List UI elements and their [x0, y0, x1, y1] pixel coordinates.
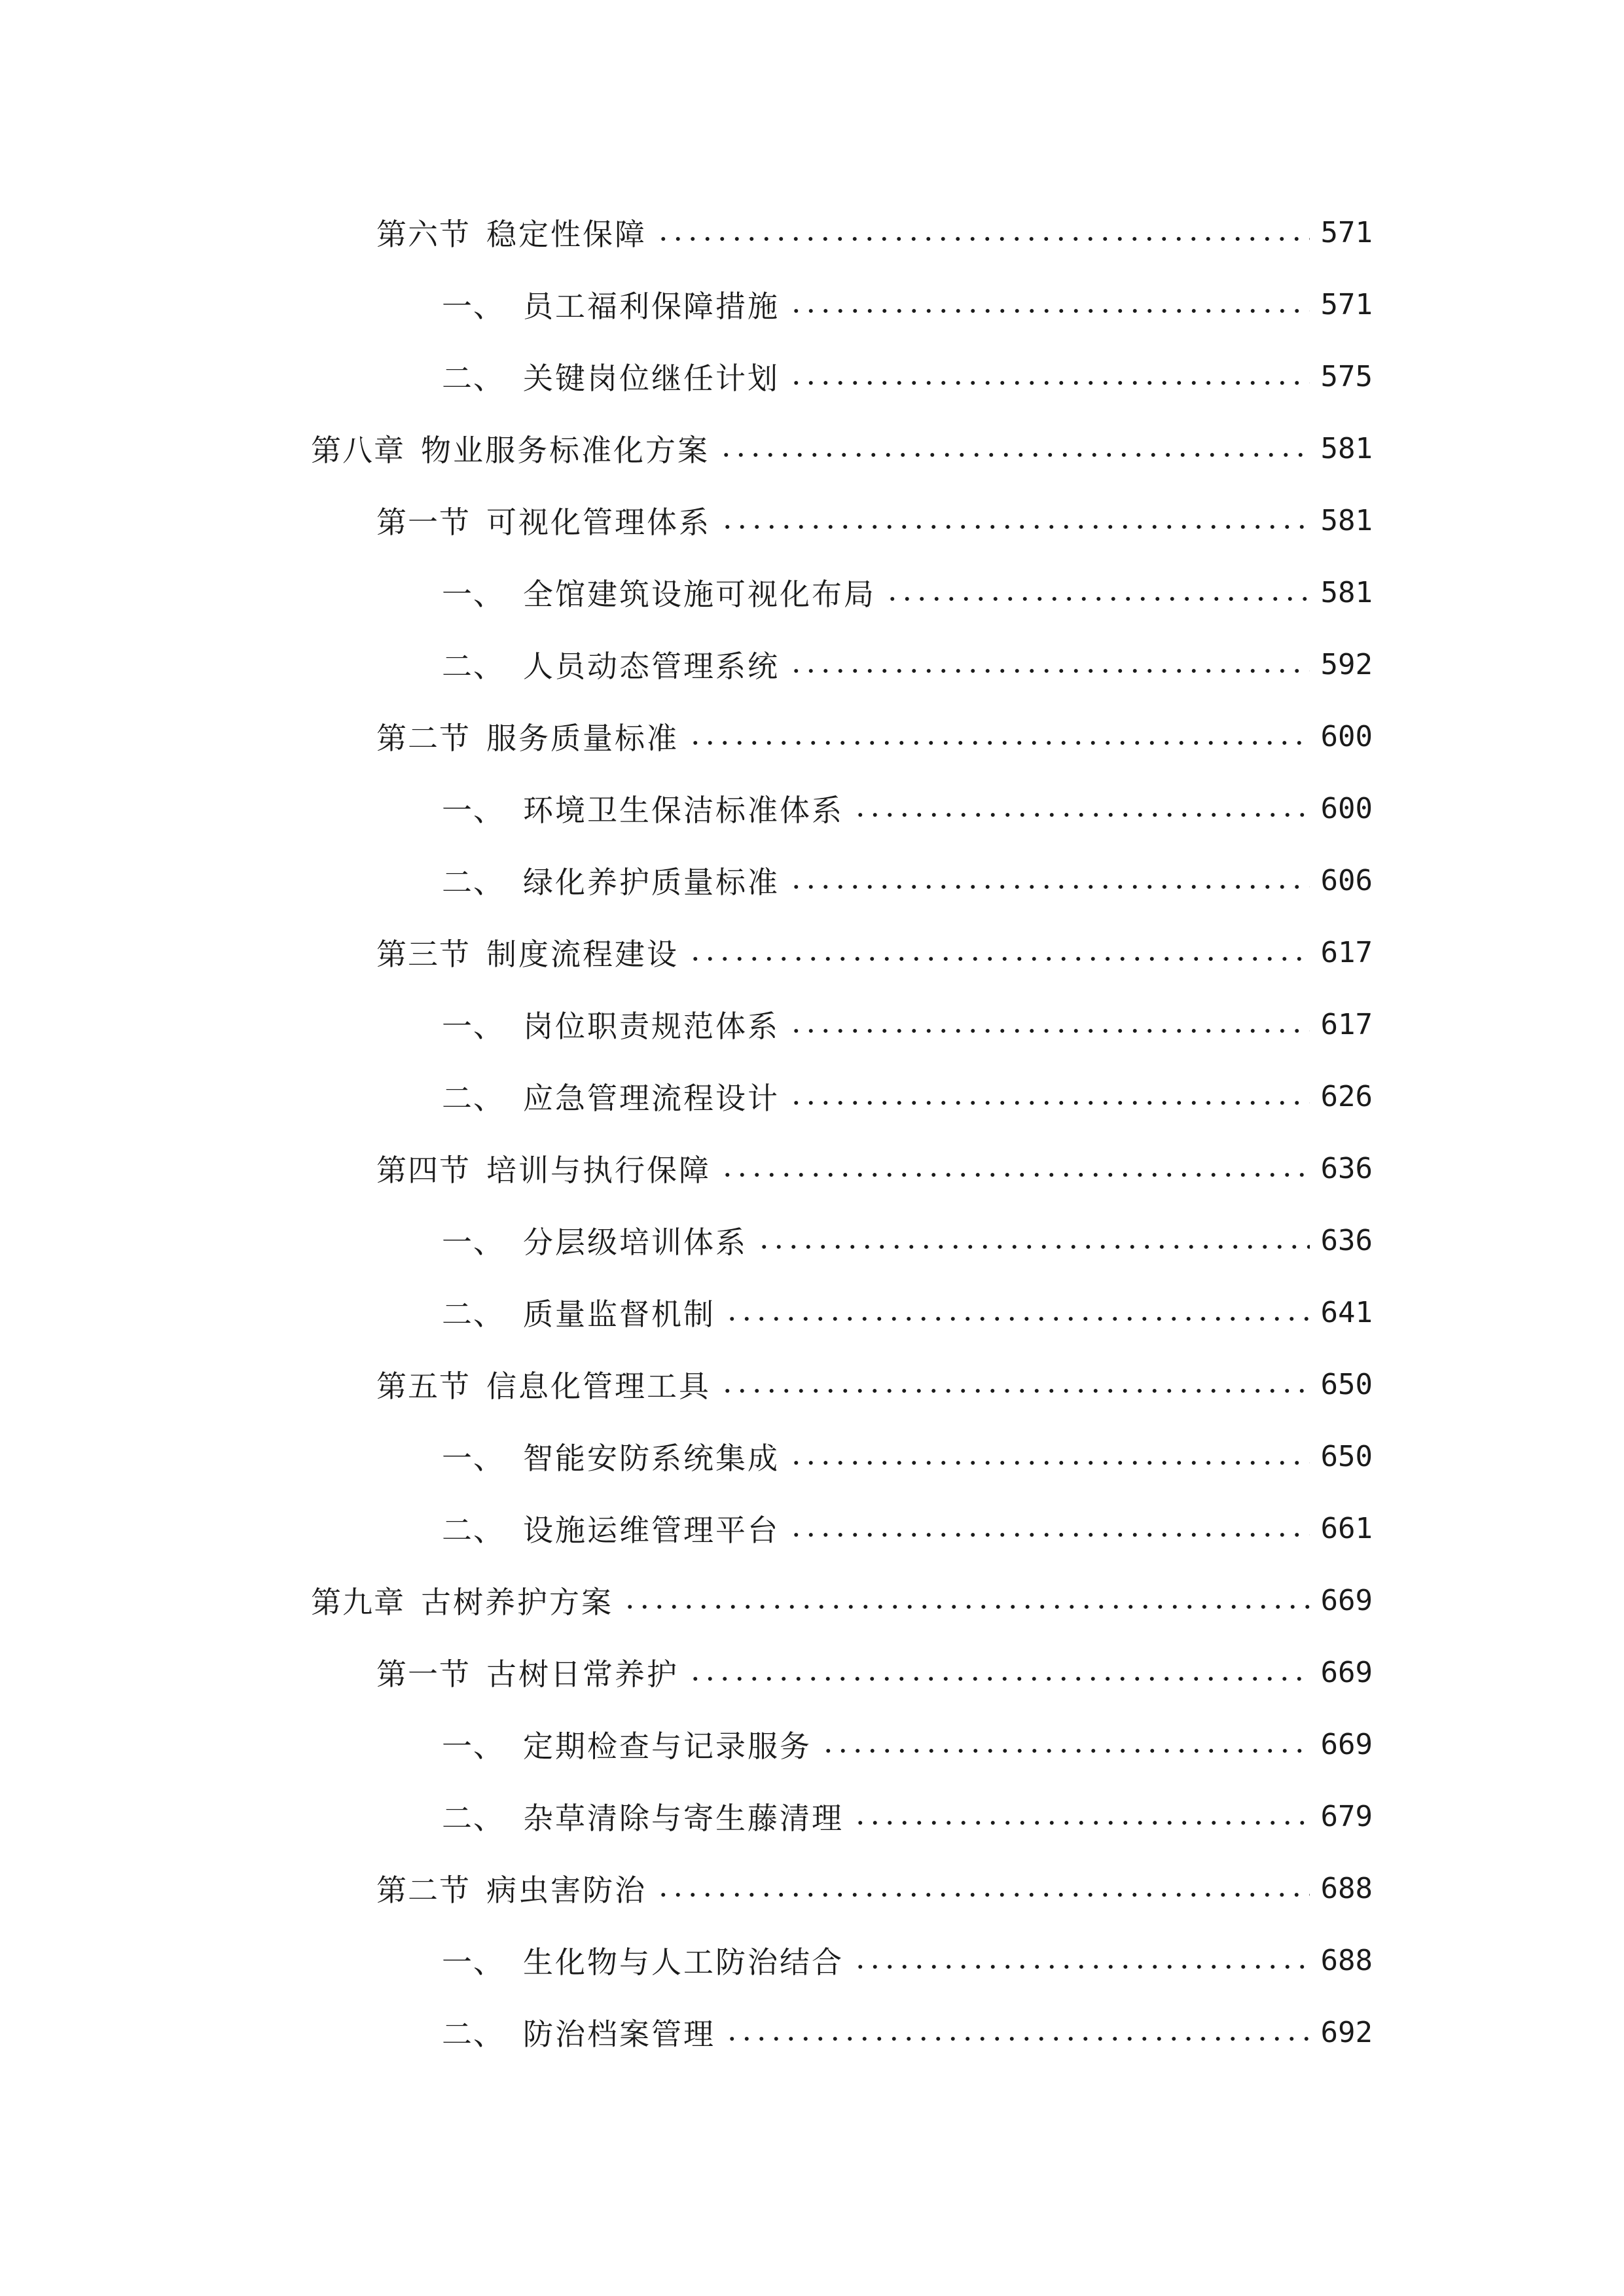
toc-entry-title: 智能安防系统集成 [523, 1441, 780, 1476]
toc-entry-title: 生化物与人工防治结合 [523, 1945, 844, 1980]
toc-entry-title: 环境卫生保洁标准体系 [523, 793, 844, 828]
toc-entry[interactable] [0, 1636, 1624, 1708]
toc-entry[interactable] [0, 844, 1624, 916]
toc-entry[interactable] [0, 1708, 1624, 1780]
toc-entry-page: 626 [1320, 1079, 1373, 1113]
toc-entry-title: 人员动态管理系统 [523, 649, 780, 684]
toc-entry[interactable] [0, 484, 1624, 556]
toc-entry-number: 第一节 [376, 505, 471, 540]
dot-leader [688, 944, 1310, 974]
toc-entry-page: 571 [1320, 287, 1373, 321]
toc-entry-page: 581 [1320, 503, 1373, 537]
toc-entry-title: 员工福利保障措施 [523, 289, 780, 324]
dot-leader [656, 224, 1310, 254]
toc-entry-title: 可视化管理体系 [486, 505, 711, 540]
toc-entry-title: 应急管理流程设计 [523, 1081, 780, 1116]
toc-entry-page: 650 [1320, 1439, 1373, 1473]
toc-entry-number: 第九章 [311, 1585, 405, 1620]
toc-entry-number: 一、 [442, 577, 505, 612]
toc-entry[interactable] [0, 1132, 1624, 1204]
toc-entry-title: 关键岗位继任计划 [523, 361, 780, 396]
toc-entry-number: 第六节 [376, 217, 471, 252]
toc-entry[interactable] [0, 1924, 1624, 1996]
toc-entry[interactable] [0, 340, 1624, 412]
toc-entry[interactable] [0, 1276, 1624, 1348]
toc-entry[interactable] [0, 1780, 1624, 1852]
dot-leader [688, 1664, 1310, 1694]
toc-entry-page: 575 [1320, 359, 1373, 393]
toc-entry[interactable] [0, 1564, 1624, 1636]
toc-entry-title: 设施运维管理平台 [523, 1513, 780, 1548]
toc-entry-title: 古树养护方案 [421, 1585, 613, 1620]
dot-leader [688, 728, 1310, 758]
toc-entry-number: 二、 [442, 1297, 505, 1332]
toc-entry-page: 669 [1320, 1655, 1373, 1689]
dot-leader [853, 800, 1310, 830]
toc-entry-number: 二、 [442, 649, 505, 684]
toc-entry-number: 第八章 [311, 433, 405, 468]
toc-entry-title: 古树日常养护 [486, 1657, 679, 1692]
toc-entry-title: 信息化管理工具 [486, 1369, 711, 1404]
toc-entry[interactable] [0, 196, 1624, 268]
toc-entry-title: 制度流程建设 [486, 937, 679, 972]
toc-entry-number: 二、 [442, 1081, 505, 1116]
toc-entry-title: 全馆建筑设施可视化布局 [523, 577, 876, 612]
toc-entry-number: 二、 [442, 1513, 505, 1548]
toc-entry-page: 661 [1320, 1511, 1373, 1545]
dot-leader [821, 1736, 1310, 1766]
toc-entry-page: 636 [1320, 1151, 1373, 1185]
toc-entry[interactable] [0, 628, 1624, 700]
toc-entry[interactable] [0, 700, 1624, 772]
toc-entry[interactable] [0, 1492, 1624, 1564]
toc-entry-page: 581 [1320, 575, 1373, 609]
dot-leader [789, 1520, 1310, 1550]
toc-entry-number: 第一节 [376, 1657, 471, 1692]
toc-entry-number: 二、 [442, 865, 505, 900]
dot-leader [789, 1016, 1310, 1046]
dot-leader [719, 440, 1310, 470]
dot-leader [623, 1592, 1310, 1622]
toc-entry[interactable] [0, 988, 1624, 1060]
toc-entry-title: 病虫害防治 [486, 1873, 647, 1908]
toc-entry-title: 服务质量标准 [486, 721, 679, 756]
toc-entry-title: 物业服务标准化方案 [421, 433, 710, 468]
dot-leader [853, 1952, 1310, 1982]
toc-entry-page: 600 [1320, 791, 1373, 825]
dot-leader [789, 656, 1310, 686]
toc-entry-page: 641 [1320, 1295, 1373, 1329]
toc-entry-title: 防治档案管理 [523, 2017, 715, 2052]
dot-leader [757, 1232, 1310, 1262]
toc-entry-title: 定期检查与记录服务 [523, 1729, 812, 1764]
toc-entry[interactable] [0, 1060, 1624, 1132]
toc-entry[interactable] [0, 412, 1624, 484]
toc-entry-page: 592 [1320, 647, 1373, 681]
toc-entry-title: 质量监督机制 [523, 1297, 715, 1332]
toc-entry-number: 第五节 [376, 1369, 471, 1404]
toc-entry-number: 一、 [442, 289, 505, 324]
toc-entry-page: 581 [1320, 431, 1373, 465]
toc-entry[interactable] [0, 1348, 1624, 1420]
dot-leader [885, 584, 1310, 614]
toc-entry-title: 分层级培训体系 [523, 1225, 748, 1260]
toc-entry-page: 669 [1320, 1583, 1373, 1617]
dot-leader [789, 872, 1310, 902]
toc-entry-title: 绿化养护质量标准 [523, 865, 780, 900]
toc-entry-page: 692 [1320, 2015, 1373, 2049]
toc-entry-number: 一、 [442, 1225, 505, 1260]
toc-entry-title: 培训与执行保障 [486, 1153, 711, 1188]
toc-entry-page: 679 [1320, 1799, 1373, 1833]
toc-entry-number: 第三节 [376, 937, 471, 972]
toc-entry-number: 一、 [442, 793, 505, 828]
dot-leader [789, 1088, 1310, 1118]
toc-entry-number: 一、 [442, 1009, 505, 1044]
toc-entry-page: 650 [1320, 1367, 1373, 1401]
toc-entry-page: 617 [1320, 1007, 1373, 1041]
toc-entry-number: 第四节 [376, 1153, 471, 1188]
toc-entry-page: 636 [1320, 1223, 1373, 1257]
dot-leader [725, 1304, 1310, 1334]
toc-entry[interactable] [0, 556, 1624, 628]
toc-entry-page: 669 [1320, 1727, 1373, 1761]
toc-entry-page: 688 [1320, 1943, 1373, 1977]
toc-entry[interactable] [0, 1204, 1624, 1276]
toc-entry-page: 600 [1320, 719, 1373, 753]
dot-leader [789, 296, 1310, 326]
dot-leader [720, 1160, 1310, 1190]
toc-entry[interactable] [0, 1420, 1624, 1492]
toc-entry[interactable] [0, 1852, 1624, 1924]
dot-leader [720, 1376, 1310, 1406]
dot-leader [725, 2024, 1310, 2054]
table-of-contents [0, 196, 1624, 2068]
toc-entry-number: 一、 [442, 1729, 505, 1764]
toc-entry-page: 688 [1320, 1871, 1373, 1905]
dot-leader [720, 512, 1310, 542]
dot-leader [789, 1448, 1310, 1478]
toc-entry-title: 杂草清除与寄生藤清理 [523, 1801, 844, 1836]
toc-entry-number: 第二节 [376, 721, 471, 756]
toc-entry-number: 二、 [442, 361, 505, 396]
dot-leader [656, 1880, 1310, 1910]
toc-entry-number: 二、 [442, 2017, 505, 2052]
toc-entry-page: 617 [1320, 935, 1373, 969]
toc-entry-page: 571 [1320, 215, 1373, 249]
toc-entry-page: 606 [1320, 863, 1373, 897]
toc-entry-number: 一、 [442, 1945, 505, 1980]
toc-entry-title: 岗位职责规范体系 [523, 1009, 780, 1044]
toc-entry[interactable] [0, 1996, 1624, 2068]
toc-entry-number: 第二节 [376, 1873, 471, 1908]
dot-leader [853, 1808, 1310, 1838]
toc-entry[interactable] [0, 916, 1624, 988]
toc-entry-number: 一、 [442, 1441, 505, 1476]
toc-entry[interactable] [0, 772, 1624, 844]
toc-entry[interactable] [0, 268, 1624, 340]
toc-entry-title: 稳定性保障 [486, 217, 647, 252]
toc-entry-number: 二、 [442, 1801, 505, 1836]
dot-leader [789, 368, 1310, 398]
